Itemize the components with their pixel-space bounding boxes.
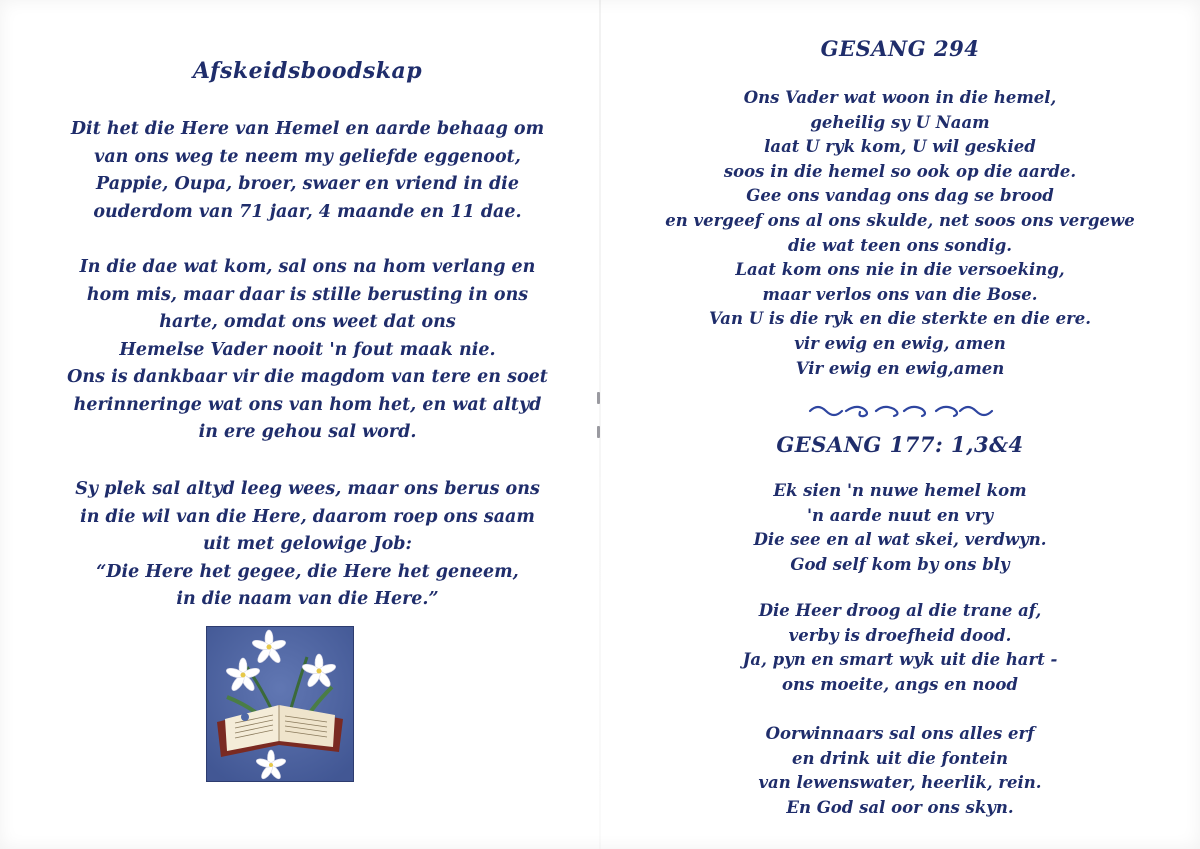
text-line: uit met gelowige Job:	[203, 534, 412, 554]
verse-line: en drink uit die fontein	[791, 748, 1009, 768]
text-line: in ere gehou sal word.	[198, 422, 417, 442]
text-line: in die naam van die Here.”	[176, 589, 439, 609]
scroll-divider-ornament	[806, 401, 996, 421]
verse-line: Laat kom ons nie in die versoeking,	[735, 260, 1065, 280]
bible-lilies-image	[206, 626, 354, 782]
text-line: Hemelse Vader nooit 'n fout maak nie.	[119, 339, 496, 360]
fold-mark	[597, 392, 600, 404]
hymn-177-stanza-1	[610, 479, 1190, 577]
farewell-paragraph-3	[20, 476, 595, 614]
text-line: herinneringe wat ons van hom het, en wat altyd	[73, 394, 542, 415]
text-line: Pappie, Oupa, broer, swaer en vriend in die	[96, 174, 519, 194]
verse-line: vir ewig en ewig, amen	[794, 333, 1006, 353]
farewell-title: Afskeidsboodskap	[192, 58, 423, 84]
verse-line: God self kom by ons bly	[790, 554, 1010, 574]
hymn-177-stanza-3	[610, 722, 1190, 820]
text-line: hom mis, maar daar is stille berusting in ons	[86, 284, 529, 305]
fold-mark	[597, 426, 600, 438]
hymn-177-stanza-2	[610, 599, 1190, 697]
hymn-294-title: GESANG 294	[820, 36, 980, 61]
hymn-177-title: GESANG 177: 1,3&4	[776, 432, 1024, 457]
verse-line: ons moeite, angs en nood	[782, 674, 1018, 694]
verse-line: laat U ryk kom, U wil geskied	[764, 137, 1036, 157]
hymn-294-text	[610, 86, 1190, 381]
verse-line: Oorwinnaars sal ons alles erf	[765, 724, 1035, 743]
text-line: In die dae wat kom, sal ons na hom verlang en	[79, 257, 536, 277]
verse-line: 'n aarde nuut en vry	[806, 505, 994, 525]
center-fold	[599, 0, 601, 849]
verse-line: Die see en al wat skei, verdwyn.	[753, 530, 1047, 550]
verse-line: die wat teen ons sondig.	[787, 235, 1013, 255]
hymns-panel	[610, 0, 1190, 849]
verse-line: Gee ons vandag ons dag se brood	[746, 186, 1054, 206]
verse-line: Van U is die ryk en die sterkte en die ere.	[708, 309, 1092, 329]
verse-line: Die Heer droog al die trane af,	[758, 601, 1042, 620]
verse-line: Ja, pyn en smart wyk uit die hart -	[742, 650, 1058, 670]
verse-line: Vir ewig en ewig,amen	[795, 358, 1005, 378]
verse-line: verby is droefheid dood.	[788, 625, 1012, 645]
farewell-paragraph-1	[20, 116, 595, 226]
text-line: harte, omdat ons weet dat ons	[159, 312, 456, 332]
text-line: ouderdom van 71 jaar, 4 maande en 11 dae.	[93, 201, 522, 222]
verse-line: En God sal oor ons skyn.	[786, 797, 1014, 817]
verse-line: van lewenswater, heerlik, rein.	[758, 773, 1042, 793]
text-line: Dit het die Here van Hemel en aarde behaag om	[70, 119, 545, 139]
verse-line: maar verlos ons van die Bose.	[762, 284, 1038, 304]
verse-line: Ek sien 'n nuwe hemel kom	[773, 481, 1027, 500]
text-line: van ons weg te neem my geliefde eggenoot,	[94, 146, 521, 167]
verse-line: soos in die hemel so ook op die aarde.	[723, 161, 1077, 181]
text-line: Ons is dankbaar vir die magdom van tere en soet	[67, 367, 548, 387]
text-line: in die wil van die Here, daarom roep ons saam	[80, 506, 535, 527]
verse-line: en vergeef ons al ons skulde, net soos ons vergewe	[665, 210, 1135, 230]
verse-line: Ons Vader wat woon in die hemel,	[743, 88, 1057, 107]
bible-lilies-illustration	[207, 627, 353, 781]
text-line: “Die Here het gegee, die Here het geneem,	[96, 561, 519, 582]
farewell-paragraph-2	[20, 254, 595, 447]
text-line: Sy plek sal altyd leeg wees, maar ons berus ons	[75, 479, 540, 499]
farewell-panel	[20, 0, 595, 849]
verse-line: geheilig sy U Naam	[810, 112, 990, 132]
